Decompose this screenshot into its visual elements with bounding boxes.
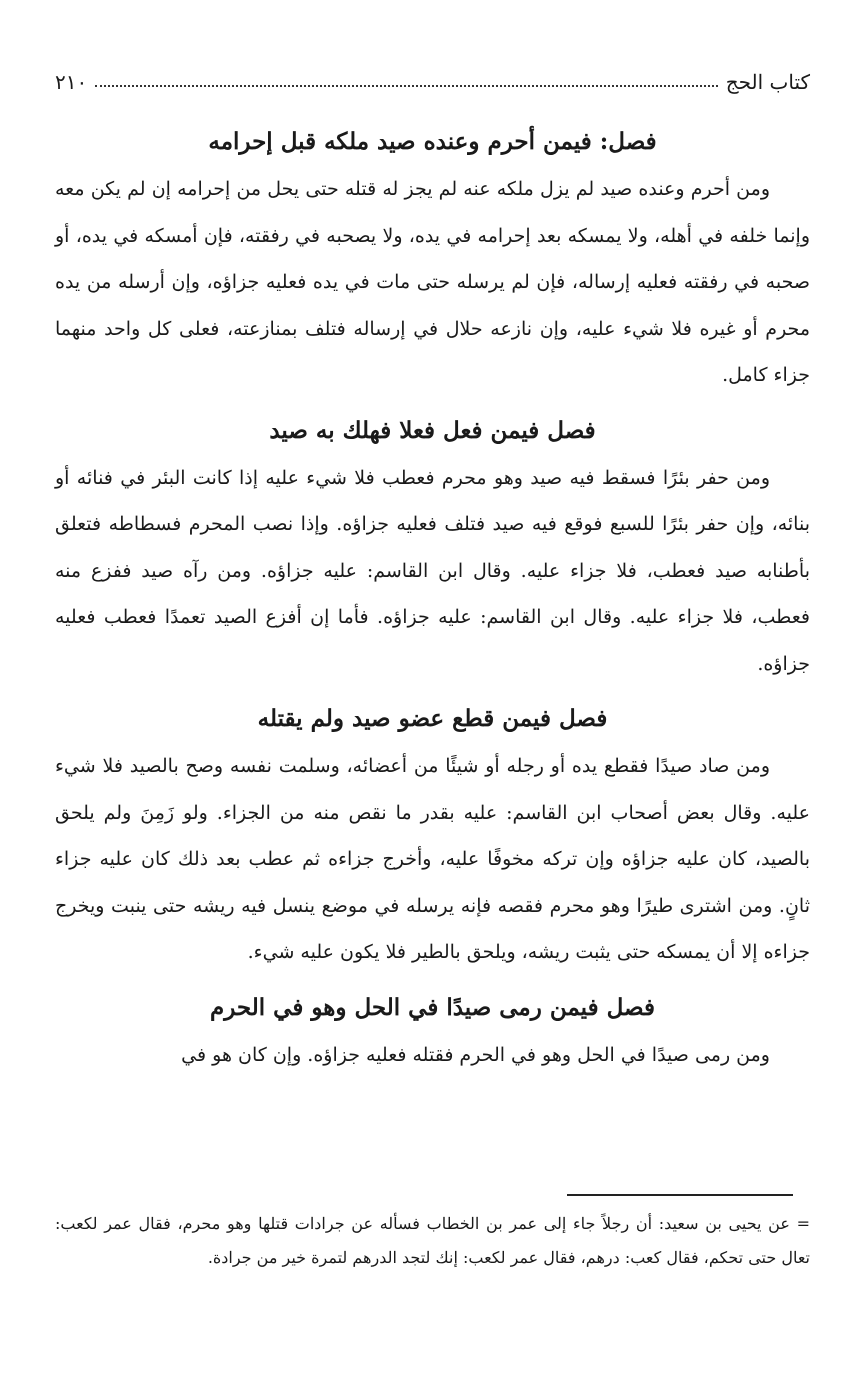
section-held-game — [55, 118, 810, 399]
section-paragraph: ومن رمى صيدًا في الحل وهو في الحرم فقتله فعليه جزاؤه. وإن كان هو في — [181, 1043, 770, 1066]
section-indirect-killing — [55, 407, 810, 688]
section-injured-game — [55, 695, 810, 976]
header-leader-dots — [95, 85, 717, 87]
section-shooting-from-haram — [55, 984, 810, 1079]
section-heading: فصل فيمن رمى صيدًا في الحل وهو في الحرم — [210, 993, 655, 1021]
section-heading: فصل فيمن فعل فعلا فهلك به صيد — [269, 416, 596, 444]
book-title: كتاب الحج — [725, 70, 810, 94]
footnote-divider — [567, 1194, 793, 1196]
section-paragraph: ومن صاد صيدًا فقطع يده أو رجله أو شيئًا من أعضائه، وسلمت نفسه وصح بالصيد فلا شيء عليه. وقال بعض أصحاب ابن القاسم: عليه بقدر ما نقص منه من الجزاء. ولو زَمِنَ ولم يلحق بالصيد، كان عليه جزاؤه وإن تركه مخوفًا عليه، وأخرج جزاءه ثم عطب بعد ذلك كان عليه جزاء ثانٍ. ومن اشترى طيرًا وهو محرم فقصه فإنه يرسله في موضع ينسل فيه ريشه حتى ينبت ويخرج جزاءه إلا أن يمسكه حتى يثبت ريشه، ويلحق بالطير فلا يكون عليه شيء. — [55, 755, 810, 963]
page-number: ٢١٠ — [55, 70, 88, 94]
footnote: = عن يحيى بن سعيد: أن رجلاً جاء إلى عمر بن الخطاب فسأله عن جرادات قتلها وهو محرم، فقال عمر لكعب: تعال حتى تحكم، فقال كعب: درهم، فقال عمر لكعب: إنك لتجد الدرهم لتمرة خير من جرادة. — [55, 1214, 810, 1267]
section-paragraph: ومن حفر بئرًا فسقط فيه صيد وهو محرم فعطب فلا شيء عليه إذا كانت البئر في فنائه أو بنائه، وإن حفر بئرًا للسبع فوقع فيه صيد فتلف فعليه جزاؤه. وإذا نصب المحرم فسطاطه فتعلق بأطنابه صيد فعطب، فلا جزاء عليه. وقال ابن القاسم: عليه جزاؤه. ومن رآه صيد ففزع منه فعطب، فلا جزاء عليه. وقال ابن القاسم: عليه جزاؤه. فأما إن أفزع الصيد تعمدًا فعطب فعليه جزاؤه. — [55, 466, 810, 675]
section-paragraph: ومن أحرم وعنده صيد لم يزل ملكه عنه لم يجز له قتله حتى يحل من إحرامه إن لم يكن معه وإنما خلفه في أهله، ولا يمسكه بعد إحرامه في يده، ولا يصحبه في رفقته، فإن أمسكه في يده، أو صحبه في رفقته فعليه إرساله، فإن لم يرسله حتى مات في يده فعليه جزاؤه، وإن أرسله من يده محرم أو غيره فلا شيء عليه، وإن نازعه حلال في إرساله فتلف بمنازعته، فعلى كل واحد منهما جزاء كامل. — [55, 178, 810, 386]
section-heading: فصل: فيمن أحرم وعنده صيد ملكه قبل إحرامه — [208, 128, 657, 155]
main-text — [55, 118, 810, 1086]
running-header — [55, 60, 810, 94]
section-heading: فصل فيمن قطع عضو صيد ولم يقتله — [257, 705, 608, 732]
